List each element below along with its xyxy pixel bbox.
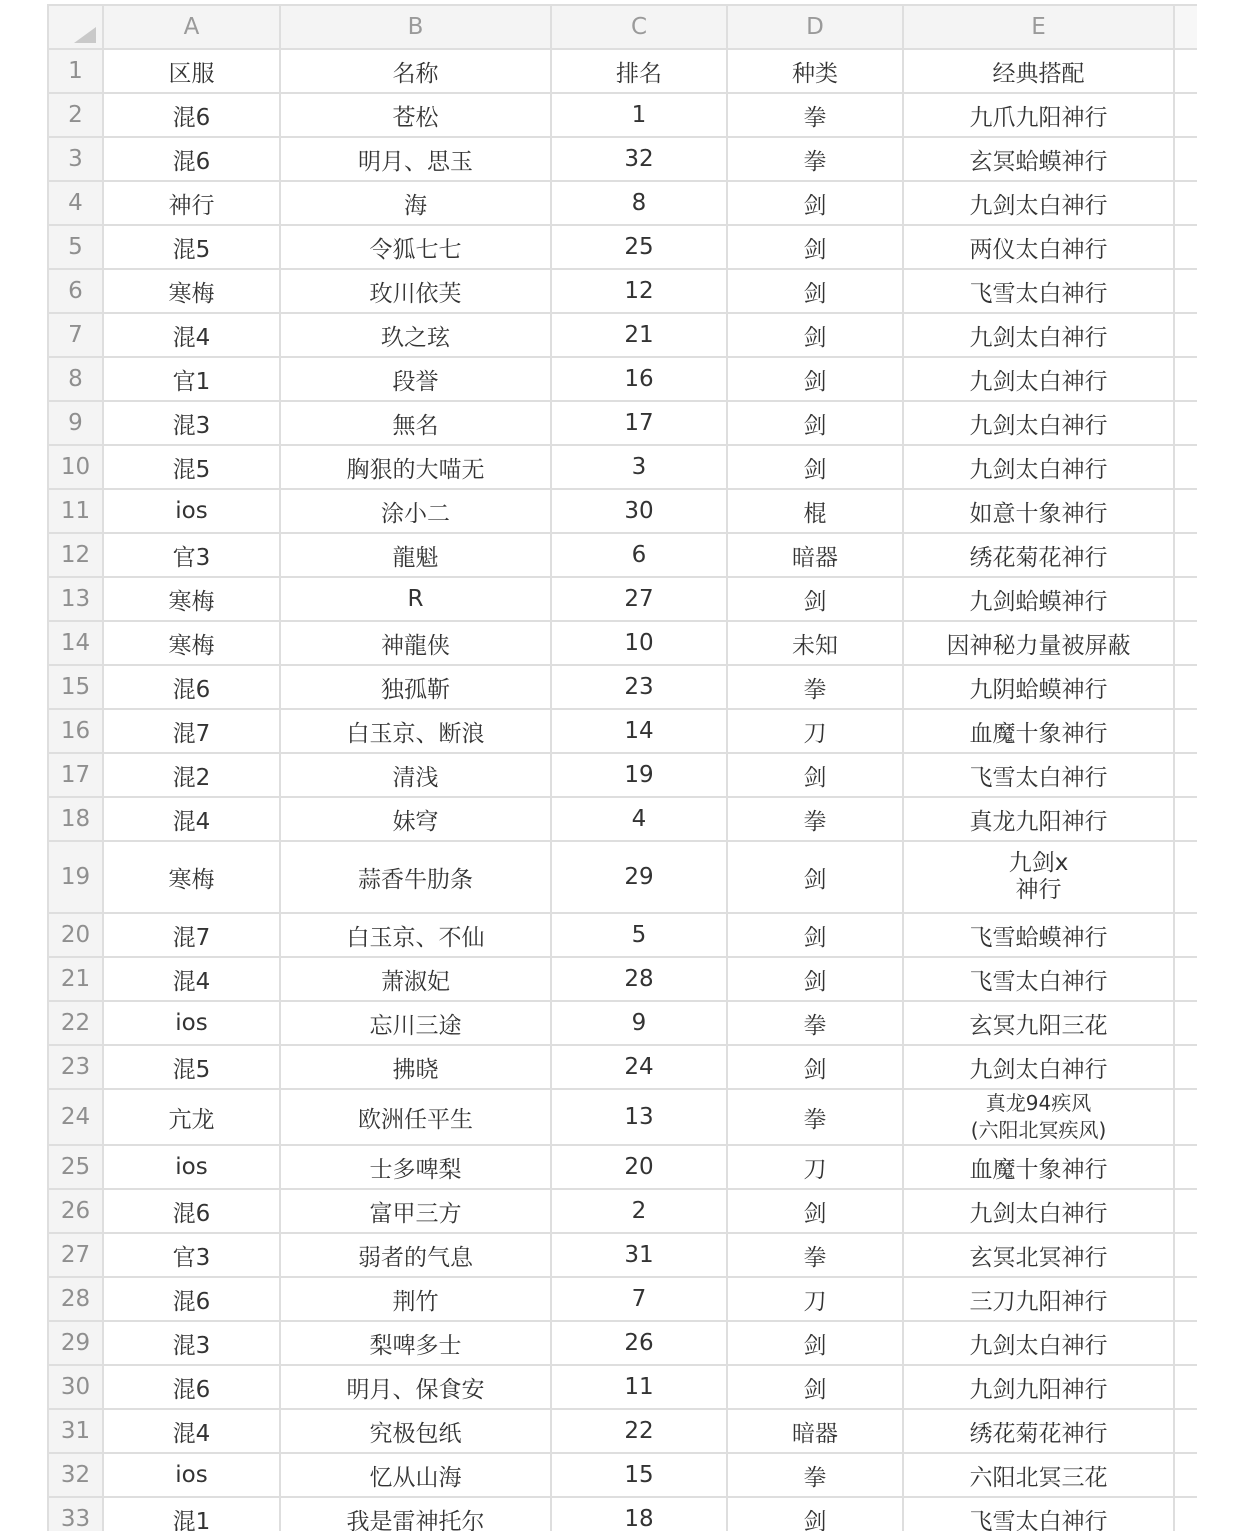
cell-type[interactable]: 拳: [727, 1089, 903, 1145]
cell-rank[interactable]: 31: [551, 1233, 727, 1277]
cell-type[interactable]: 剑: [727, 269, 903, 313]
cell-rank[interactable]: 25: [551, 225, 727, 269]
row-header[interactable]: 22: [48, 1001, 103, 1045]
cell-rank[interactable]: 6: [551, 533, 727, 577]
cell-combo[interactable]: 九剑太白神行: [903, 313, 1174, 357]
cell-f[interactable]: [1174, 181, 1197, 225]
cell-type[interactable]: 拳: [727, 1453, 903, 1497]
cell-f[interactable]: [1174, 621, 1197, 665]
table-row: [48, 1145, 1197, 1189]
cell-type[interactable]: 拳: [727, 797, 903, 841]
cell-type[interactable]: 剑: [727, 1497, 903, 1531]
cell-f[interactable]: [1174, 1409, 1197, 1453]
row-header[interactable]: 24: [48, 1089, 103, 1145]
cell-combo-header[interactable]: 经典搭配: [903, 49, 1174, 93]
column-header-e[interactable]: E: [903, 5, 1174, 49]
cell-combo[interactable]: 六阳北冥三花: [903, 1453, 1174, 1497]
cell-type[interactable]: 拳: [727, 665, 903, 709]
table-row: [48, 1365, 1197, 1409]
row-header[interactable]: 27: [48, 1233, 103, 1277]
cell-type[interactable]: 剑: [727, 357, 903, 401]
column-header-f[interactable]: [1174, 5, 1197, 49]
cell-text-line: 神行: [1015, 877, 1062, 903]
row-header[interactable]: 1: [48, 49, 103, 93]
cell-rank[interactable]: 9: [551, 1001, 727, 1045]
cell-rank[interactable]: 7: [551, 1277, 727, 1321]
cell-server[interactable]: ios: [103, 489, 280, 533]
cell-f[interactable]: [1174, 1145, 1197, 1189]
row-header[interactable]: 2: [48, 93, 103, 137]
cell-rank[interactable]: 4: [551, 797, 727, 841]
cell-server[interactable]: 混4: [103, 313, 280, 357]
cell-type[interactable]: 暗器: [727, 533, 903, 577]
cell-f[interactable]: [1174, 1233, 1197, 1277]
cell-type[interactable]: 拳: [727, 1001, 903, 1045]
cell-combo[interactable]: 如意十象神行: [903, 489, 1174, 533]
cell-type[interactable]: 剑: [727, 1321, 903, 1365]
grid-body: [48, 49, 1197, 1531]
cell-combo[interactable]: 玄冥蛤蟆神行: [903, 137, 1174, 181]
cell-combo[interactable]: 九剑蛤蟆神行: [903, 577, 1174, 621]
cell-f[interactable]: [1174, 797, 1197, 841]
cell-server-header[interactable]: 区服: [103, 49, 280, 93]
cell-name[interactable]: 萧淑妃: [280, 957, 551, 1001]
cell-type[interactable]: 刀: [727, 709, 903, 753]
cell-server[interactable]: 寒梅: [103, 621, 280, 665]
row-header[interactable]: 26: [48, 1189, 103, 1233]
cell-f[interactable]: [1174, 401, 1197, 445]
cell-combo[interactable]: 九剑九阳神行: [903, 1365, 1174, 1409]
cell-f[interactable]: [1174, 841, 1197, 913]
cell-f[interactable]: [1174, 137, 1197, 181]
cell-f[interactable]: [1174, 313, 1197, 357]
cell-combo[interactable]: 九剑太白神行: [903, 401, 1174, 445]
column-header-a[interactable]: A: [103, 5, 280, 49]
cell-name[interactable]: 清浅: [280, 753, 551, 797]
row-header[interactable]: 4: [48, 181, 103, 225]
row-header[interactable]: 19: [48, 841, 103, 913]
cell-name[interactable]: 梨啤多士: [280, 1321, 551, 1365]
cell-type[interactable]: 拳: [727, 137, 903, 181]
cell-text-line: 真龙94疾风: [985, 1091, 1092, 1115]
cell-name[interactable]: 玖之玹: [280, 313, 551, 357]
row-header[interactable]: 7: [48, 313, 103, 357]
cell-f[interactable]: [1174, 1321, 1197, 1365]
table-row: [48, 137, 1197, 181]
table-row: [48, 445, 1197, 489]
column-header-c[interactable]: C: [551, 5, 727, 49]
cell-combo[interactable]: 九剑太白神行: [903, 1045, 1174, 1089]
cell-name[interactable]: R: [280, 577, 551, 621]
cell-rank[interactable]: 26: [551, 1321, 727, 1365]
row-header[interactable]: 11: [48, 489, 103, 533]
table-row: [48, 1001, 1197, 1045]
spreadsheet-grid: [47, 4, 1197, 1531]
cell-f[interactable]: [1174, 489, 1197, 533]
cell-name[interactable]: 妹穹: [280, 797, 551, 841]
cell-server[interactable]: 混3: [103, 1321, 280, 1365]
cell-name[interactable]: 弱者的气息: [280, 1233, 551, 1277]
row-header[interactable]: 6: [48, 269, 103, 313]
cell-combo[interactable]: 九剑太白神行: [903, 357, 1174, 401]
cell-name[interactable]: 苍松: [280, 93, 551, 137]
cell-type[interactable]: 剑: [727, 1365, 903, 1409]
row-header[interactable]: 5: [48, 225, 103, 269]
cell-server[interactable]: 寒梅: [103, 577, 280, 621]
cell-name[interactable]: 龍魁: [280, 533, 551, 577]
cell-server[interactable]: 混5: [103, 445, 280, 489]
cell-type[interactable]: 拳: [727, 1233, 903, 1277]
cell-combo[interactable]: 飞雪太白神行: [903, 753, 1174, 797]
cell-f[interactable]: [1174, 93, 1197, 137]
cell-type[interactable]: 刀: [727, 1145, 903, 1189]
table-row: [48, 225, 1197, 269]
cell-name[interactable]: 明月、保食安: [280, 1365, 551, 1409]
row-header[interactable]: 12: [48, 533, 103, 577]
cell-rank[interactable]: 20: [551, 1145, 727, 1189]
cell-name[interactable]: 拂晓: [280, 1045, 551, 1089]
cell-server[interactable]: 混2: [103, 753, 280, 797]
row-header[interactable]: 8: [48, 357, 103, 401]
cell-combo[interactable]: 飞雪太白神行: [903, 269, 1174, 313]
cell-f[interactable]: [1174, 577, 1197, 621]
cell-server[interactable]: 混5: [103, 1045, 280, 1089]
cell-rank[interactable]: 2: [551, 1189, 727, 1233]
row-header[interactable]: 20: [48, 913, 103, 957]
cell-name[interactable]: 富甲三方: [280, 1189, 551, 1233]
cell-type[interactable]: 剑: [727, 313, 903, 357]
cell-server[interactable]: 混7: [103, 913, 280, 957]
cell-name[interactable]: 胸狠的大喵无: [280, 445, 551, 489]
cell-combo[interactable]: 九剑太白神行: [903, 445, 1174, 489]
table-row: [48, 533, 1197, 577]
cell-name[interactable]: 明月、思玉: [280, 137, 551, 181]
cell-rank[interactable]: 29: [551, 841, 727, 913]
cell-server[interactable]: 混6: [103, 137, 280, 181]
cell-rank[interactable]: 11: [551, 1365, 727, 1409]
row-header[interactable]: 14: [48, 621, 103, 665]
cell-f[interactable]: [1174, 533, 1197, 577]
cell-name[interactable]: 我是雷神托尔: [280, 1497, 551, 1531]
cell-type[interactable]: 剑: [727, 577, 903, 621]
cell-f[interactable]: [1174, 957, 1197, 1001]
cell-f[interactable]: [1174, 357, 1197, 401]
cell-type[interactable]: 暗器: [727, 1409, 903, 1453]
table-row: [48, 181, 1197, 225]
cell-f[interactable]: [1174, 913, 1197, 957]
cell-type[interactable]: 剑: [727, 401, 903, 445]
cell-combo[interactable]: 玄冥九阳三花: [903, 1001, 1174, 1045]
cell-type[interactable]: 剑: [727, 841, 903, 913]
cell-server[interactable]: 混6: [103, 1277, 280, 1321]
cell-f[interactable]: [1174, 269, 1197, 313]
table-row: [48, 269, 1197, 313]
cell-combo[interactable]: 绣花菊花神行: [903, 533, 1174, 577]
cell-type[interactable]: 剑: [727, 445, 903, 489]
cell-type[interactable]: 刀: [727, 1277, 903, 1321]
cell-text-line: (六阳北冥疾风): [970, 1118, 1107, 1142]
cell-server[interactable]: 官3: [103, 1233, 280, 1277]
cell-rank[interactable]: 12: [551, 269, 727, 313]
table-row: [48, 1045, 1197, 1089]
cell-server[interactable]: ios: [103, 1001, 280, 1045]
cell-combo[interactable]: 九爪九阳神行: [903, 93, 1174, 137]
column-header-row: [48, 5, 1197, 49]
cell-server[interactable]: 寒梅: [103, 269, 280, 313]
cell-combo[interactable]: 飞雪太白神行: [903, 957, 1174, 1001]
cell-rank[interactable]: 23: [551, 665, 727, 709]
select-all-triangle-icon: [74, 27, 96, 43]
cell-rank[interactable]: 16: [551, 357, 727, 401]
cell-name[interactable]: 荆竹: [280, 1277, 551, 1321]
cell-server[interactable]: 神行: [103, 181, 280, 225]
cell-name[interactable]: 玫川依芙: [280, 269, 551, 313]
cell-type[interactable]: 未知: [727, 621, 903, 665]
table-row: [48, 577, 1197, 621]
cell-f[interactable]: [1174, 753, 1197, 797]
row-header[interactable]: 33: [48, 1497, 103, 1531]
cell-server[interactable]: ios: [103, 1453, 280, 1497]
cell-rank[interactable]: 15: [551, 1453, 727, 1497]
row-header[interactable]: 21: [48, 957, 103, 1001]
row-header[interactable]: 32: [48, 1453, 103, 1497]
table-row: [48, 1233, 1197, 1277]
cell-combo[interactable]: [903, 1089, 1174, 1145]
row-header[interactable]: 23: [48, 1045, 103, 1089]
cell-f[interactable]: [1174, 225, 1197, 269]
cell-server[interactable]: 混1: [103, 1497, 280, 1531]
table-row: [48, 1409, 1197, 1453]
table-row: [48, 489, 1197, 533]
cell-type[interactable]: 拳: [727, 93, 903, 137]
cell-server[interactable]: 官1: [103, 357, 280, 401]
cell-type[interactable]: 剑: [727, 225, 903, 269]
table-row: [48, 709, 1197, 753]
table-row: [48, 1189, 1197, 1233]
cell-combo[interactable]: 飞雪太白神行: [903, 1497, 1174, 1531]
cell-server[interactable]: 官3: [103, 533, 280, 577]
cell-text-line: 九剑x: [1008, 850, 1069, 876]
cell-server[interactable]: 寒梅: [103, 841, 280, 913]
cell-rank[interactable]: 19: [551, 753, 727, 797]
table-row: [48, 957, 1197, 1001]
cell-name[interactable]: 海: [280, 181, 551, 225]
table-row: [48, 665, 1197, 709]
cell-name[interactable]: 涂小二: [280, 489, 551, 533]
cell-server[interactable]: 亢龙: [103, 1089, 280, 1145]
cell-combo[interactable]: 三刀九阳神行: [903, 1277, 1174, 1321]
cell-server[interactable]: 混6: [103, 665, 280, 709]
cell-server[interactable]: 混6: [103, 1189, 280, 1233]
table-row: [48, 93, 1197, 137]
column-header-d[interactable]: D: [727, 5, 903, 49]
cell-f[interactable]: [1174, 1497, 1197, 1531]
spreadsheet: [47, 4, 1197, 1531]
cell-type[interactable]: 剑: [727, 913, 903, 957]
table-row: [48, 797, 1197, 841]
cell-f[interactable]: [1174, 1277, 1197, 1321]
cell-combo[interactable]: 飞雪蛤蟆神行: [903, 913, 1174, 957]
row-header[interactable]: 17: [48, 753, 103, 797]
row-header[interactable]: 31: [48, 1409, 103, 1453]
cell-type[interactable]: 剑: [727, 957, 903, 1001]
cell-server[interactable]: 混4: [103, 957, 280, 1001]
row-header[interactable]: 18: [48, 797, 103, 841]
column-header-b[interactable]: B: [280, 5, 551, 49]
table-row: [48, 1497, 1197, 1531]
cell-type-header[interactable]: 种类: [727, 49, 903, 93]
cell-rank[interactable]: 10: [551, 621, 727, 665]
cell-combo[interactable]: [903, 841, 1174, 913]
cell-name[interactable]: 究极包纸: [280, 1409, 551, 1453]
cell-rank[interactable]: 18: [551, 1497, 727, 1531]
table-row: [48, 753, 1197, 797]
cell-name[interactable]: 蒜香牛肋条: [280, 841, 551, 913]
cell-rank[interactable]: 14: [551, 709, 727, 753]
cell-f[interactable]: [1174, 1001, 1197, 1045]
cell-server[interactable]: 混4: [103, 797, 280, 841]
cell-server[interactable]: 混3: [103, 401, 280, 445]
row-header[interactable]: 30: [48, 1365, 103, 1409]
table-row: [48, 313, 1197, 357]
cell-combo[interactable]: 九剑太白神行: [903, 1321, 1174, 1365]
cell-type[interactable]: 棍: [727, 489, 903, 533]
cell-f[interactable]: [1174, 665, 1197, 709]
cell-server[interactable]: ios: [103, 1145, 280, 1189]
cell-combo[interactable]: 血魔十象神行: [903, 1145, 1174, 1189]
cell-name-header[interactable]: 名称: [280, 49, 551, 93]
cell-f[interactable]: [1174, 49, 1197, 93]
table-row: [48, 913, 1197, 957]
cell-type[interactable]: 剑: [727, 1045, 903, 1089]
cell-f[interactable]: [1174, 445, 1197, 489]
cell-name[interactable]: 無名: [280, 401, 551, 445]
row-header[interactable]: 13: [48, 577, 103, 621]
cell-rank[interactable]: 30: [551, 489, 727, 533]
table-row: [48, 621, 1197, 665]
cell-combo[interactable]: 九阴蛤蟆神行: [903, 665, 1174, 709]
cell-combo[interactable]: 因神秘力量被屏蔽: [903, 621, 1174, 665]
cell-combo[interactable]: 真龙九阳神行: [903, 797, 1174, 841]
cell-combo[interactable]: 两仪太白神行: [903, 225, 1174, 269]
row-header[interactable]: 16: [48, 709, 103, 753]
cell-rank[interactable]: 24: [551, 1045, 727, 1089]
cell-f[interactable]: [1174, 1453, 1197, 1497]
cell-name[interactable]: 段誉: [280, 357, 551, 401]
cell-name[interactable]: 白玉京、不仙: [280, 913, 551, 957]
cell-f[interactable]: [1174, 709, 1197, 753]
cell-rank[interactable]: 28: [551, 957, 727, 1001]
cell-combo[interactable]: 九剑太白神行: [903, 181, 1174, 225]
cell-rank[interactable]: 32: [551, 137, 727, 181]
row-header[interactable]: 15: [48, 665, 103, 709]
cell-server[interactable]: 混5: [103, 225, 280, 269]
table-row: [48, 1321, 1197, 1365]
cell-type[interactable]: 剑: [727, 181, 903, 225]
cell-name[interactable]: 士多啤梨: [280, 1145, 551, 1189]
cell-combo[interactable]: 九剑太白神行: [903, 1189, 1174, 1233]
cell-rank-header[interactable]: 排名: [551, 49, 727, 93]
table-row: [48, 401, 1197, 445]
cell-name[interactable]: 忆从山海: [280, 1453, 551, 1497]
table-row: [48, 49, 1197, 93]
cell-rank[interactable]: 17: [551, 401, 727, 445]
cell-combo[interactable]: 玄冥北冥神行: [903, 1233, 1174, 1277]
cell-name[interactable]: 独孤靳: [280, 665, 551, 709]
table-row: [48, 1089, 1197, 1145]
cell-f[interactable]: [1174, 1189, 1197, 1233]
cell-combo[interactable]: 绣花菊花神行: [903, 1409, 1174, 1453]
cell-rank[interactable]: 5: [551, 913, 727, 957]
cell-rank[interactable]: 8: [551, 181, 727, 225]
cell-name[interactable]: 欧洲任平生: [280, 1089, 551, 1145]
cell-rank[interactable]: 27: [551, 577, 727, 621]
cell-name[interactable]: 神龍侠: [280, 621, 551, 665]
cell-server[interactable]: 混7: [103, 709, 280, 753]
cell-type[interactable]: 剑: [727, 1189, 903, 1233]
cell-rank[interactable]: 3: [551, 445, 727, 489]
cell-f[interactable]: [1174, 1089, 1197, 1145]
cell-server[interactable]: 混4: [103, 1409, 280, 1453]
cell-type[interactable]: 剑: [727, 753, 903, 797]
table-row: [48, 1453, 1197, 1497]
cell-server[interactable]: 混6: [103, 1365, 280, 1409]
table-row: [48, 1277, 1197, 1321]
cell-f[interactable]: [1174, 1365, 1197, 1409]
row-header[interactable]: 28: [48, 1277, 103, 1321]
row-header[interactable]: 9: [48, 401, 103, 445]
row-header[interactable]: 29: [48, 1321, 103, 1365]
cell-name[interactable]: 白玉京、断浪: [280, 709, 551, 753]
cell-name[interactable]: 令狐七七: [280, 225, 551, 269]
row-header[interactable]: 3: [48, 137, 103, 181]
row-header[interactable]: 10: [48, 445, 103, 489]
select-all-corner[interactable]: [48, 5, 103, 49]
cell-rank[interactable]: 13: [551, 1089, 727, 1145]
cell-combo[interactable]: 血魔十象神行: [903, 709, 1174, 753]
row-header[interactable]: 25: [48, 1145, 103, 1189]
cell-server[interactable]: 混6: [103, 93, 280, 137]
table-row: [48, 841, 1197, 913]
table-row: [48, 357, 1197, 401]
cell-rank[interactable]: 22: [551, 1409, 727, 1453]
cell-name[interactable]: 忘川三途: [280, 1001, 551, 1045]
cell-rank[interactable]: 21: [551, 313, 727, 357]
cell-rank[interactable]: 1: [551, 93, 727, 137]
cell-f[interactable]: [1174, 1045, 1197, 1089]
